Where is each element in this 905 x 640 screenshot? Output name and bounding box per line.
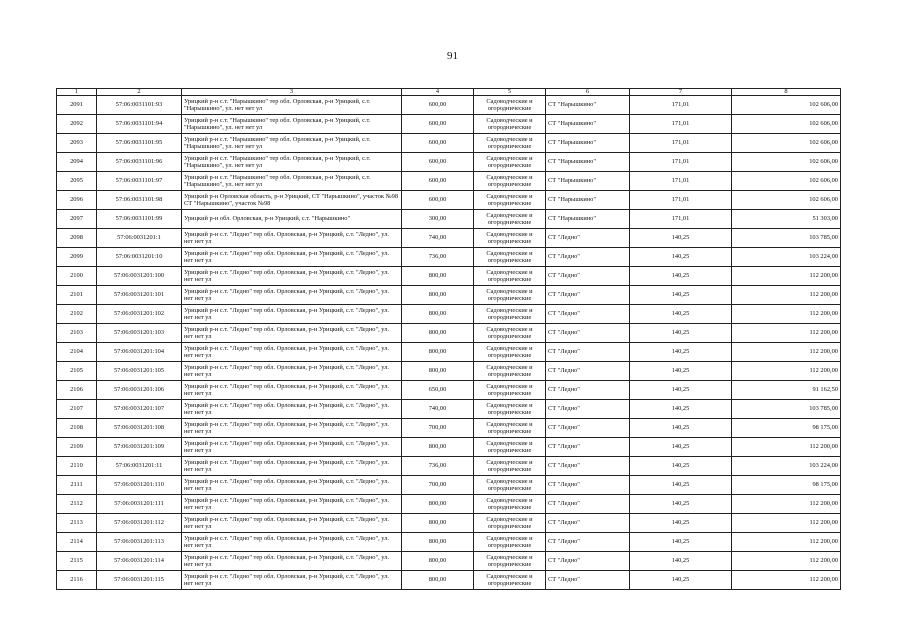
organization-cell: СТ "Ледно" (546, 457, 630, 476)
table-row (57, 381, 841, 400)
address-cell: Урицкий р-н с.т. "Ледно" тер обл. Орловская, р-н Урицкий, с.т. "Ледно", ул. нет нет ул (182, 533, 402, 552)
cadastral-number-cell: 57:06:0031101:96 (97, 153, 182, 172)
total-value-cell: 102 606,00 (732, 134, 841, 153)
total-value-cell: 112 200,00 (732, 286, 841, 305)
cadastral-number-cell: 57:06:0031201:101 (97, 286, 182, 305)
address-cell: Урицкий р-н с.т. "Ледно" тер обл. Орловская, р-н Урицкий, с.т. "Ледно", ул. нет нет ул (182, 267, 402, 286)
land-use-cell: Садоводческие и огороднические (474, 343, 546, 362)
land-use-cell: Садоводческие и огороднические (474, 476, 546, 495)
organization-cell: СТ "Нарышкино" (546, 153, 630, 172)
organization-cell: СТ "Ледно" (546, 324, 630, 343)
total-value-cell: 103 224,00 (732, 457, 841, 476)
table-row (57, 533, 841, 552)
total-value-cell: 91 162,50 (732, 381, 841, 400)
table-row (57, 457, 841, 476)
area-cell: 800,00 (402, 343, 474, 362)
area-cell: 800,00 (402, 324, 474, 343)
total-value-cell: 102 606,00 (732, 96, 841, 115)
area-cell: 800,00 (402, 438, 474, 457)
address-cell: Урицкий р-н с.т. "Ледно" тер обл. Орловская, р-н Урицкий, с.т. "Ледно", ул. нет нет ул (182, 419, 402, 438)
column-header: 8 (732, 89, 841, 96)
row-number-cell: 2116 (57, 571, 97, 590)
cadastral-number-cell: 57:06:0031101:99 (97, 210, 182, 229)
unit-value-cell: 171,01 (630, 172, 732, 191)
address-cell: Урицкий р-н с.т. "Ледно" тер обл. Орловская, р-н Урицкий, с.т. "Ледно", ул. нет нет ул (182, 476, 402, 495)
area-cell: 800,00 (402, 286, 474, 305)
land-use-cell: Садоводческие и огороднические (474, 191, 546, 210)
column-header: 3 (182, 89, 402, 96)
total-value-cell: 112 200,00 (732, 267, 841, 286)
organization-cell: СТ "Ледно" (546, 229, 630, 248)
organization-cell: СТ "Ледно" (546, 248, 630, 267)
organization-cell: СТ "Нарышкино" (546, 96, 630, 115)
land-use-cell: Садоводческие и огороднические (474, 381, 546, 400)
address-cell: Урицкий р-н с.т. "Ледно" тер обл. Орловская, р-н Урицкий, с.т. "Ледно", ул. нет нет ул (182, 343, 402, 362)
row-number-cell: 2101 (57, 286, 97, 305)
organization-cell: СТ "Ледно" (546, 267, 630, 286)
page-number: 91 (447, 50, 458, 62)
land-use-cell: Садоводческие и огороднические (474, 248, 546, 267)
unit-value-cell: 140,25 (630, 362, 732, 381)
total-value-cell: 103 785,00 (732, 229, 841, 248)
cadastral-number-cell: 57:06:0031201:1 (97, 229, 182, 248)
table-row (57, 343, 841, 362)
area-cell: 600,00 (402, 172, 474, 191)
table-row (57, 438, 841, 457)
land-use-cell: Садоводческие и огороднические (474, 267, 546, 286)
row-number-cell: 2109 (57, 438, 97, 457)
cadastral-number-cell: 57:06:0031101:97 (97, 172, 182, 191)
organization-cell: СТ "Ледно" (546, 305, 630, 324)
unit-value-cell: 171,01 (630, 153, 732, 172)
land-use-cell: Садоводческие и огороднические (474, 210, 546, 229)
unit-value-cell: 140,25 (630, 419, 732, 438)
organization-cell: СТ "Ледно" (546, 286, 630, 305)
land-use-cell: Садоводческие и огороднические (474, 229, 546, 248)
row-number-cell: 2098 (57, 229, 97, 248)
area-cell: 740,00 (402, 229, 474, 248)
unit-value-cell: 140,25 (630, 514, 732, 533)
area-cell: 600,00 (402, 191, 474, 210)
cadastral-number-cell: 57:06:0031201:114 (97, 552, 182, 571)
organization-cell: СТ "Ледно" (546, 514, 630, 533)
organization-cell: СТ "Ледно" (546, 571, 630, 590)
cadastral-number-cell: 57:06:0031201:102 (97, 305, 182, 324)
column-header: 2 (97, 89, 182, 96)
total-value-cell: 103 785,00 (732, 400, 841, 419)
cadastral-number-cell: 57:06:0031201:111 (97, 495, 182, 514)
cadastral-number-cell: 57:06:0031201:10 (97, 248, 182, 267)
area-cell: 600,00 (402, 134, 474, 153)
address-cell: Урицкий р-н с.т. "Ледно" тер обл. Орловская, р-н Урицкий, с.т. "Ледно", ул. нет нет ул (182, 552, 402, 571)
organization-cell: СТ "Ледно" (546, 533, 630, 552)
area-cell: 600,00 (402, 153, 474, 172)
total-value-cell: 102 606,00 (732, 153, 841, 172)
total-value-cell: 98 175,00 (732, 476, 841, 495)
table-row (57, 305, 841, 324)
total-value-cell: 103 224,00 (732, 248, 841, 267)
total-value-cell: 112 200,00 (732, 438, 841, 457)
table-row (57, 153, 841, 172)
total-value-cell: 102 606,00 (732, 191, 841, 210)
area-cell: 650,00 (402, 381, 474, 400)
total-value-cell: 51 303,00 (732, 210, 841, 229)
address-cell: Урицкий р-н с.т. "Ледно" тер обл. Орловская, р-н Урицкий, с.т. "Ледно", ул. нет нет ул (182, 381, 402, 400)
land-use-cell: Садоводческие и огороднические (474, 286, 546, 305)
table-body (57, 96, 841, 590)
organization-cell: СТ "Ледно" (546, 343, 630, 362)
row-number-cell: 2106 (57, 381, 97, 400)
cadastral-number-cell: 57:06:0031201:105 (97, 362, 182, 381)
row-number-cell: 2103 (57, 324, 97, 343)
land-use-cell: Садоводческие и огороднические (474, 134, 546, 153)
area-cell: 300,00 (402, 210, 474, 229)
land-use-cell: Садоводческие и огороднические (474, 400, 546, 419)
column-header: 5 (474, 89, 546, 96)
land-use-cell: Садоводческие и огороднические (474, 514, 546, 533)
address-cell: Урицкий р-н с.т. "Ледно" тер обл. Орловская, р-н Урицкий, с.т. "Ледно", ул. нет нет ул (182, 571, 402, 590)
area-cell: 800,00 (402, 267, 474, 286)
row-number-cell: 2113 (57, 514, 97, 533)
row-number-cell: 2100 (57, 267, 97, 286)
total-value-cell: 112 200,00 (732, 362, 841, 381)
table-row (57, 476, 841, 495)
land-use-cell: Садоводческие и огороднические (474, 153, 546, 172)
organization-cell: СТ "Ледно" (546, 476, 630, 495)
unit-value-cell: 140,25 (630, 267, 732, 286)
organization-cell: СТ "Ледно" (546, 495, 630, 514)
address-cell: Урицкий р-н с.т. "Нарышкино" тер обл. Орловская, р-н Урицкий, с.т. "Нарышкино", ул. нет нет ул (182, 115, 402, 134)
unit-value-cell: 140,25 (630, 400, 732, 419)
unit-value-cell: 140,25 (630, 381, 732, 400)
row-number-cell: 2110 (57, 457, 97, 476)
row-number-cell: 2107 (57, 400, 97, 419)
table-row (57, 267, 841, 286)
cadastral-number-cell: 57:06:0031201:104 (97, 343, 182, 362)
land-use-cell: Садоводческие и огороднические (474, 115, 546, 134)
cadastral-number-cell: 57:06:0031201:100 (97, 267, 182, 286)
table-row (57, 571, 841, 590)
table-row (57, 362, 841, 381)
table-row (57, 495, 841, 514)
unit-value-cell: 140,25 (630, 438, 732, 457)
cadastral-number-cell: 57:06:0031201:106 (97, 381, 182, 400)
table-row (57, 134, 841, 153)
organization-cell: СТ "Ледно" (546, 552, 630, 571)
table-row (57, 324, 841, 343)
total-value-cell: 102 606,00 (732, 172, 841, 191)
area-cell: 800,00 (402, 552, 474, 571)
address-cell: Урицкий р-н с.т. "Нарышкино" тер обл. Орловская, р-н Урицкий, с.т. "Нарышкино", ул. нет нет ул (182, 172, 402, 191)
land-use-cell: Садоводческие и огороднические (474, 172, 546, 191)
column-header: 4 (402, 89, 474, 96)
address-cell: Урицкий р-н с.т. "Ледно" тер обл. Орловская, р-н Урицкий, с.т. "Ледно", ул. нет нет ул (182, 324, 402, 343)
address-cell: Урицкий р-н с.т. "Ледно" тер обл. Орловская, р-н Урицкий, с.т. "Ледно", ул. нет нет ул (182, 457, 402, 476)
row-number-cell: 2092 (57, 115, 97, 134)
land-registry-table (56, 88, 841, 590)
unit-value-cell: 140,25 (630, 248, 732, 267)
land-use-cell: Садоводческие и огороднические (474, 324, 546, 343)
row-number-cell: 2105 (57, 362, 97, 381)
organization-cell: СТ "Нарышкино" (546, 115, 630, 134)
unit-value-cell: 171,01 (630, 191, 732, 210)
organization-cell: СТ "Ледно" (546, 419, 630, 438)
table-row (57, 115, 841, 134)
cadastral-number-cell: 57:06:0031201:103 (97, 324, 182, 343)
area-cell: 800,00 (402, 571, 474, 590)
land-use-cell: Садоводческие и огороднические (474, 96, 546, 115)
area-cell: 736,00 (402, 457, 474, 476)
row-number-cell: 2095 (57, 172, 97, 191)
address-cell: Урицкий р-н с.т. "Нарышкино" тер обл. Орловская, р-н Урицкий, с.т. "Нарышкино", ул. нет нет ул (182, 134, 402, 153)
row-number-cell: 2094 (57, 153, 97, 172)
address-cell: Урицкий р-н с.т. "Ледно" тер обл. Орловская, р-н Урицкий, с.т. "Ледно", ул. нет нет ул (182, 229, 402, 248)
table-row (57, 514, 841, 533)
land-use-cell: Садоводческие и огороднические (474, 533, 546, 552)
cadastral-number-cell: 57:06:0031201:11 (97, 457, 182, 476)
organization-cell: СТ "Нарышкино" (546, 210, 630, 229)
area-cell: 740,00 (402, 400, 474, 419)
cadastral-number-cell: 57:06:0031201:115 (97, 571, 182, 590)
address-cell: Урицкий р-н с.т. "Ледно" тер обл. Орловская, р-н Урицкий, с.т. "Ледно", ул. нет нет ул (182, 248, 402, 267)
unit-value-cell: 171,01 (630, 96, 732, 115)
address-cell: Урицкий р-н с.т. "Нарышкино" тер обл. Орловская, р-н Урицкий, с.т. "Нарышкино", ул. нет нет ул (182, 153, 402, 172)
row-number-cell: 2091 (57, 96, 97, 115)
cadastral-number-cell: 57:06:0031201:113 (97, 533, 182, 552)
table-row (57, 248, 841, 267)
land-use-cell: Садоводческие и огороднические (474, 305, 546, 324)
total-value-cell: 112 200,00 (732, 514, 841, 533)
cadastral-number-cell: 57:06:0031101:98 (97, 191, 182, 210)
organization-cell: СТ "Ледно" (546, 362, 630, 381)
address-cell: Урицкий р-н обл. Орловская, р-н Урицкий, с.т. "Нарышкино" (182, 210, 402, 229)
organization-cell: СТ "Ледно" (546, 438, 630, 457)
unit-value-cell: 171,01 (630, 210, 732, 229)
total-value-cell: 112 200,00 (732, 343, 841, 362)
table-row (57, 552, 841, 571)
address-cell: Урицкий р-н с.т. "Ледно" тер обл. Орловская, р-н Урицкий, с.т. "Ледно", ул. нет нет ул (182, 362, 402, 381)
address-cell: Урицкий р-н с.т. "Ледно" тер обл. Орловская, р-н Урицкий, с.т. "Ледно", ул. нет нет ул (182, 438, 402, 457)
cadastral-number-cell: 57:06:0031201:109 (97, 438, 182, 457)
organization-cell: СТ "Ледно" (546, 381, 630, 400)
total-value-cell: 112 200,00 (732, 324, 841, 343)
address-cell: Урицкий р-н с.т. "Ледно" тер обл. Орловская, р-н Урицкий, с.т. "Ледно", ул. нет нет ул (182, 495, 402, 514)
table-row (57, 191, 841, 210)
row-number-cell: 2093 (57, 134, 97, 153)
total-value-cell: 112 200,00 (732, 533, 841, 552)
area-cell: 600,00 (402, 96, 474, 115)
area-cell: 800,00 (402, 514, 474, 533)
column-header: 6 (546, 89, 630, 96)
land-use-cell: Садоводческие и огороднические (474, 457, 546, 476)
area-cell: 736,00 (402, 248, 474, 267)
area-cell: 700,00 (402, 419, 474, 438)
cadastral-number-cell: 57:06:0031101:93 (97, 96, 182, 115)
table-row (57, 286, 841, 305)
land-use-cell: Садоводческие и огороднические (474, 552, 546, 571)
land-use-cell: Садоводческие и огороднические (474, 362, 546, 381)
row-number-cell: 2097 (57, 210, 97, 229)
table-header-row (57, 89, 841, 96)
unit-value-cell: 140,25 (630, 286, 732, 305)
area-cell: 800,00 (402, 362, 474, 381)
unit-value-cell: 140,25 (630, 552, 732, 571)
column-header: 7 (630, 89, 732, 96)
total-value-cell: 98 175,00 (732, 419, 841, 438)
land-use-cell: Садоводческие и огороднические (474, 438, 546, 457)
address-cell: Урицкий р-н с.т. "Нарышкино" тер обл. Орловская, р-н Урицкий, с.т. "Нарышкино", ул. нет нет ул (182, 96, 402, 115)
organization-cell: СТ "Нарышкино" (546, 172, 630, 191)
unit-value-cell: 140,25 (630, 305, 732, 324)
table-row (57, 210, 841, 229)
unit-value-cell: 140,25 (630, 229, 732, 248)
unit-value-cell: 140,25 (630, 533, 732, 552)
total-value-cell: 112 200,00 (732, 495, 841, 514)
table-row (57, 229, 841, 248)
area-cell: 800,00 (402, 305, 474, 324)
address-cell: Урицкий р-н Орловская область, р-н Урицкий, СТ "Нарышкино", участок №98 СТ "Нарышкино", участок №98 (182, 191, 402, 210)
cadastral-number-cell: 57:06:0031201:112 (97, 514, 182, 533)
land-use-cell: Садоводческие и огороднические (474, 571, 546, 590)
land-use-cell: Садоводческие и огороднические (474, 419, 546, 438)
row-number-cell: 2104 (57, 343, 97, 362)
unit-value-cell: 171,01 (630, 134, 732, 153)
area-cell: 600,00 (402, 115, 474, 134)
total-value-cell: 112 200,00 (732, 552, 841, 571)
table-row (57, 172, 841, 191)
cadastral-number-cell: 57:06:0031201:107 (97, 400, 182, 419)
address-cell: Урицкий р-н с.т. "Ледно" тер обл. Орловская, р-н Урицкий, с.т. "Ледно", ул. нет нет ул (182, 514, 402, 533)
land-use-cell: Садоводческие и огороднические (474, 495, 546, 514)
table-row (57, 96, 841, 115)
table-row (57, 400, 841, 419)
unit-value-cell: 140,25 (630, 457, 732, 476)
unit-value-cell: 140,25 (630, 495, 732, 514)
row-number-cell: 2115 (57, 552, 97, 571)
table-row (57, 419, 841, 438)
unit-value-cell: 140,25 (630, 324, 732, 343)
unit-value-cell: 171,01 (630, 115, 732, 134)
cadastral-number-cell: 57:06:0031101:95 (97, 134, 182, 153)
cadastral-number-cell: 57:06:0031201:110 (97, 476, 182, 495)
row-number-cell: 2108 (57, 419, 97, 438)
organization-cell: СТ "Ледно" (546, 400, 630, 419)
address-cell: Урицкий р-н с.т. "Ледно" тер обл. Орловская, р-н Урицкий, с.т. "Ледно", ул. нет нет ул (182, 305, 402, 324)
row-number-cell: 2099 (57, 248, 97, 267)
unit-value-cell: 140,25 (630, 343, 732, 362)
cadastral-number-cell: 57:06:0031101:94 (97, 115, 182, 134)
cadastral-number-cell: 57:06:0031201:108 (97, 419, 182, 438)
row-number-cell: 2111 (57, 476, 97, 495)
address-cell: Урицкий р-н с.т. "Ледно" тер обл. Орловская, р-н Урицкий, с.т. "Ледно", ул. нет нет ул (182, 286, 402, 305)
row-number-cell: 2102 (57, 305, 97, 324)
area-cell: 700,00 (402, 476, 474, 495)
total-value-cell: 112 200,00 (732, 571, 841, 590)
organization-cell: СТ "Нарышкино" (546, 191, 630, 210)
address-cell: Урицкий р-н с.т. "Ледно" тер обл. Орловская, р-н Урицкий, с.т. "Ледно", ул. нет нет ул (182, 400, 402, 419)
unit-value-cell: 140,25 (630, 476, 732, 495)
area-cell: 800,00 (402, 495, 474, 514)
organization-cell: СТ "Нарышкино" (546, 134, 630, 153)
row-number-cell: 2114 (57, 533, 97, 552)
area-cell: 800,00 (402, 533, 474, 552)
total-value-cell: 102 606,00 (732, 115, 841, 134)
total-value-cell: 112 200,00 (732, 305, 841, 324)
row-number-cell: 2112 (57, 495, 97, 514)
column-header: 1 (57, 89, 97, 96)
unit-value-cell: 140,25 (630, 571, 732, 590)
row-number-cell: 2096 (57, 191, 97, 210)
